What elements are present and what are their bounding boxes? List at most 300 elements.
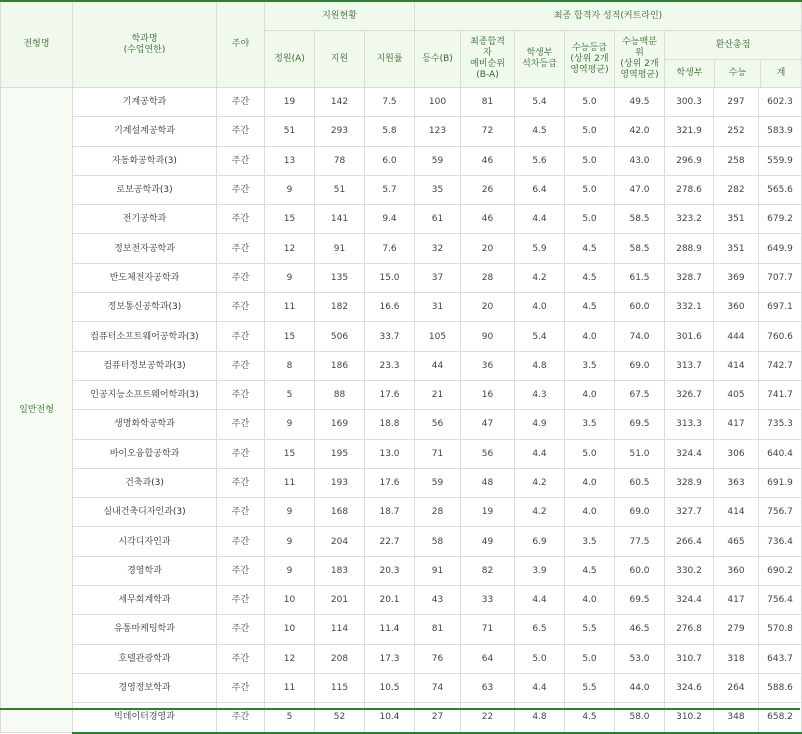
csat-grade-cell: 4.0 [565, 468, 615, 497]
table-row [1, 556, 802, 585]
csat-percentile-cell: 67.5 [615, 380, 665, 409]
ratio-cell: 20.1 [365, 586, 415, 615]
quota-cell: 9 [265, 263, 315, 292]
table-row [1, 586, 802, 615]
converted-total-cell: 707.7 [759, 263, 802, 292]
ratio-cell: 9.4 [365, 205, 415, 234]
quota-cell: 10 [265, 586, 315, 615]
waitlist-cell: 20 [461, 293, 515, 322]
converted-total-cell: 736.4 [759, 527, 802, 556]
csat-grade-cell: 4.5 [565, 703, 615, 733]
csat-percentile-cell: 60.0 [615, 556, 665, 585]
school-record-grade-cell: 4.4 [515, 673, 565, 702]
csat-grade-cell: 5.0 [565, 205, 615, 234]
quota-cell: 9 [265, 527, 315, 556]
waitlist-cell: 46 [461, 146, 515, 175]
school-record-grade-cell: 5.4 [515, 88, 565, 117]
converted-csat-cell: 318 [714, 644, 759, 673]
converted-csat-cell: 297 [714, 88, 759, 117]
applicants-cell: 195 [315, 439, 365, 468]
ratio-cell: 5.7 [365, 175, 415, 204]
converted-school-cell: 321.9 [665, 117, 714, 146]
applicants-cell: 208 [315, 644, 365, 673]
converted-school-cell: 310.7 [665, 644, 714, 673]
converted-total-cell: 588.6 [759, 673, 802, 702]
csat-percentile-cell: 74.0 [615, 322, 665, 351]
quota-cell: 15 [265, 205, 315, 234]
day-night-cell: 주간 [217, 673, 265, 702]
department-cell: 바이오융합공학과 [73, 439, 217, 468]
converted-csat-cell: 369 [714, 263, 759, 292]
csat-percentile-cell: 47.0 [615, 175, 665, 204]
school-record-grade-cell: 4.4 [515, 586, 565, 615]
day-night-cell: 주간 [217, 293, 265, 322]
header-applications-group: 지원현황 [265, 1, 415, 31]
quota-cell: 5 [265, 703, 315, 733]
converted-school-cell: 328.9 [665, 468, 714, 497]
rank-cell: 35 [415, 175, 461, 204]
department-cell: 경영학과 [73, 556, 217, 585]
table-bottom-border [0, 708, 800, 710]
department-cell: 컴퓨터소프트웨어공학과(3) [73, 322, 217, 351]
day-night-cell: 주간 [217, 556, 265, 585]
school-record-grade-cell: 5.0 [515, 644, 565, 673]
csat-grade-cell: 4.0 [565, 380, 615, 409]
applicants-cell: 135 [315, 263, 365, 292]
rank-cell: 81 [415, 615, 461, 644]
day-night-cell: 주간 [217, 410, 265, 439]
ratio-cell: 17.6 [365, 468, 415, 497]
header-converted-csat: 수능 [715, 60, 761, 87]
header-waitlist: 최종합격 자 예비순위 (B-A) [461, 31, 515, 88]
day-night-cell: 주간 [217, 322, 265, 351]
table-row [1, 410, 802, 439]
rank-cell: 123 [415, 117, 461, 146]
day-night-cell: 주간 [217, 468, 265, 497]
header-final-group: 최종 합격자 성적(커트라인) [415, 1, 802, 31]
waitlist-cell: 46 [461, 205, 515, 234]
waitlist-cell: 82 [461, 556, 515, 585]
table-row [1, 351, 802, 380]
applicants-cell: 142 [315, 88, 365, 117]
quota-cell: 9 [265, 410, 315, 439]
ratio-cell: 7.5 [365, 88, 415, 117]
school-record-grade-cell: 5.6 [515, 146, 565, 175]
table-row [1, 439, 802, 468]
table-row [1, 175, 802, 204]
converted-total-cell: 690.2 [759, 556, 802, 585]
applicants-cell: 115 [315, 673, 365, 702]
waitlist-cell: 49 [461, 527, 515, 556]
applicants-cell: 186 [315, 351, 365, 380]
quota-cell: 12 [265, 234, 315, 263]
csat-percentile-cell: 43.0 [615, 146, 665, 175]
csat-grade-cell: 3.5 [565, 351, 615, 380]
applicants-cell: 51 [315, 175, 365, 204]
table-row [1, 527, 802, 556]
day-night-cell: 주간 [217, 644, 265, 673]
converted-csat-cell: 258 [714, 146, 759, 175]
csat-grade-cell: 5.0 [565, 88, 615, 117]
day-night-cell: 주간 [217, 351, 265, 380]
rank-cell: 59 [415, 468, 461, 497]
applicants-cell: 78 [315, 146, 365, 175]
applicants-cell: 168 [315, 498, 365, 527]
csat-percentile-cell: 46.5 [615, 615, 665, 644]
department-cell: 전기공학과 [73, 205, 217, 234]
applicants-cell: 52 [315, 703, 365, 733]
day-night-cell: 주간 [217, 175, 265, 204]
csat-percentile-cell: 60.0 [615, 293, 665, 322]
csat-percentile-cell: 49.5 [615, 88, 665, 117]
csat-percentile-cell: 69.0 [615, 351, 665, 380]
converted-csat-cell: 414 [714, 351, 759, 380]
table-row [1, 380, 802, 409]
converted-school-cell: 328.7 [665, 263, 714, 292]
ratio-cell: 13.0 [365, 439, 415, 468]
department-cell: 정보전자공학과 [73, 234, 217, 263]
converted-total-cell: 742.7 [759, 351, 802, 380]
csat-grade-cell: 3.5 [565, 410, 615, 439]
rank-cell: 44 [415, 351, 461, 380]
converted-csat-cell: 414 [714, 498, 759, 527]
csat-percentile-cell: 77.5 [615, 527, 665, 556]
waitlist-cell: 20 [461, 234, 515, 263]
converted-csat-cell: 417 [714, 410, 759, 439]
department-cell: 시각디자인과 [73, 527, 217, 556]
school-record-grade-cell: 4.9 [515, 410, 565, 439]
table-row [1, 468, 802, 497]
rank-cell: 28 [415, 498, 461, 527]
ratio-cell: 16.6 [365, 293, 415, 322]
converted-school-cell: 266.4 [665, 527, 714, 556]
header-rank: 등수(B) [415, 31, 461, 88]
csat-grade-cell: 4.0 [565, 586, 615, 615]
table-row [1, 498, 802, 527]
converted-csat-cell: 444 [714, 322, 759, 351]
waitlist-cell: 26 [461, 175, 515, 204]
csat-grade-cell: 4.0 [565, 322, 615, 351]
table-row [1, 615, 802, 644]
converted-total-cell: 735.3 [759, 410, 802, 439]
waitlist-cell: 19 [461, 498, 515, 527]
csat-grade-cell: 3.5 [565, 527, 615, 556]
waitlist-cell: 47 [461, 410, 515, 439]
admission-type-cell: 일반전형 [1, 88, 73, 733]
department-cell: 경영정보학과 [73, 673, 217, 702]
department-cell: 로보공학과(3) [73, 175, 217, 204]
department-cell: 생명화학공학과 [73, 410, 217, 439]
header-converted-total: 계 [776, 68, 786, 78]
waitlist-cell: 48 [461, 468, 515, 497]
rank-cell: 59 [415, 146, 461, 175]
department-cell: 반도체전자공학과 [73, 263, 217, 292]
table-header [1, 1, 802, 88]
rank-cell: 32 [415, 234, 461, 263]
converted-school-cell: 324.4 [665, 586, 714, 615]
table-row [1, 322, 802, 351]
header-department: 학과명 (수업연한) [73, 1, 217, 88]
rank-cell: 56 [415, 410, 461, 439]
quota-cell: 19 [265, 88, 315, 117]
table-row [1, 88, 802, 117]
converted-total-cell: 559.9 [759, 146, 802, 175]
converted-school-cell: 313.7 [665, 351, 714, 380]
school-record-grade-cell: 6.5 [515, 615, 565, 644]
table-row [1, 263, 802, 292]
quota-cell: 15 [265, 322, 315, 351]
ratio-cell: 10.4 [365, 703, 415, 733]
converted-csat-cell: 405 [714, 380, 759, 409]
converted-csat-cell: 279 [714, 615, 759, 644]
department-cell: 실내건축디자인과(3) [73, 498, 217, 527]
day-night-cell: 주간 [217, 117, 265, 146]
csat-percentile-cell: 51.0 [615, 439, 665, 468]
converted-csat-cell: 351 [714, 234, 759, 263]
converted-csat-cell: 351 [714, 205, 759, 234]
applicants-cell: 114 [315, 615, 365, 644]
converted-total-cell: 649.9 [759, 234, 802, 263]
school-record-grade-cell: 4.5 [515, 117, 565, 146]
rank-cell: 100 [415, 88, 461, 117]
waitlist-cell: 72 [461, 117, 515, 146]
header-admission-type: 전형명 [1, 1, 73, 88]
school-record-grade-cell: 5.4 [515, 322, 565, 351]
school-record-grade-cell: 4.2 [515, 468, 565, 497]
csat-grade-cell: 4.5 [565, 263, 615, 292]
ratio-cell: 10.5 [365, 673, 415, 702]
department-cell: 기계설계공학과 [73, 117, 217, 146]
applicants-cell: 88 [315, 380, 365, 409]
school-record-grade-cell: 4.2 [515, 263, 565, 292]
converted-csat-cell: 363 [714, 468, 759, 497]
department-cell: 자동화공학과(3) [73, 146, 217, 175]
rank-cell: 31 [415, 293, 461, 322]
ratio-cell: 17.3 [365, 644, 415, 673]
applicants-cell: 91 [315, 234, 365, 263]
converted-total-cell: 756.7 [759, 498, 802, 527]
waitlist-cell: 56 [461, 439, 515, 468]
converted-school-cell: 323.2 [665, 205, 714, 234]
converted-csat-cell: 360 [714, 556, 759, 585]
applicants-cell: 183 [315, 556, 365, 585]
csat-grade-cell: 4.5 [565, 234, 615, 263]
rank-cell: 27 [415, 703, 461, 733]
table-row [1, 205, 802, 234]
quota-cell: 12 [265, 644, 315, 673]
header-day-night: 주야 [217, 1, 265, 88]
department-cell: 컴퓨터정보공학과(3) [73, 351, 217, 380]
converted-total-cell: 679.2 [759, 205, 802, 234]
quota-cell: 11 [265, 673, 315, 702]
converted-school-cell: 324.4 [665, 439, 714, 468]
converted-csat-cell: 417 [714, 586, 759, 615]
converted-school-cell: 330.2 [665, 556, 714, 585]
day-night-cell: 주간 [217, 380, 265, 409]
csat-grade-cell: 4.5 [565, 556, 615, 585]
rank-cell: 58 [415, 527, 461, 556]
day-night-cell: 주간 [217, 615, 265, 644]
csat-grade-cell: 4.5 [565, 293, 615, 322]
ratio-cell: 18.7 [365, 498, 415, 527]
converted-school-cell: 324.6 [665, 673, 714, 702]
converted-csat-cell: 360 [714, 293, 759, 322]
converted-total-cell: 760.6 [759, 322, 802, 351]
converted-csat-cell: 264 [714, 673, 759, 702]
department-cell: 정보통신공학과(3) [73, 293, 217, 322]
header-converted-group-cell [665, 31, 802, 88]
quota-cell: 5 [265, 380, 315, 409]
quota-cell: 11 [265, 293, 315, 322]
csat-grade-cell: 5.0 [565, 117, 615, 146]
converted-school-cell: 310.2 [665, 703, 714, 733]
csat-grade-cell: 5.5 [565, 615, 615, 644]
header-converted-group: 환산총점 [665, 31, 801, 60]
waitlist-cell: 71 [461, 615, 515, 644]
day-night-cell: 주간 [217, 88, 265, 117]
waitlist-cell: 64 [461, 644, 515, 673]
day-night-cell: 주간 [217, 205, 265, 234]
converted-total-cell: 640.4 [759, 439, 802, 468]
waitlist-cell: 22 [461, 703, 515, 733]
quota-cell: 8 [265, 351, 315, 380]
applicants-cell: 293 [315, 117, 365, 146]
csat-percentile-cell: 58.5 [615, 234, 665, 263]
csat-percentile-cell: 58.0 [615, 703, 665, 733]
table-body [1, 88, 802, 733]
department-cell: 기계공학과 [73, 88, 217, 117]
day-night-cell: 주간 [217, 527, 265, 556]
csat-percentile-cell: 69.0 [615, 498, 665, 527]
quota-cell: 9 [265, 175, 315, 204]
applicants-cell: 169 [315, 410, 365, 439]
day-night-cell: 주간 [217, 439, 265, 468]
applicants-cell: 182 [315, 293, 365, 322]
school-record-grade-cell: 6.9 [515, 527, 565, 556]
day-night-cell: 주간 [217, 498, 265, 527]
converted-csat-cell: 348 [714, 703, 759, 733]
ratio-cell: 18.8 [365, 410, 415, 439]
school-record-grade-cell: 4.4 [515, 205, 565, 234]
converted-total-cell: 570.8 [759, 615, 802, 644]
csat-grade-cell: 5.0 [565, 175, 615, 204]
csat-percentile-cell: 69.5 [615, 410, 665, 439]
csat-percentile-cell: 61.5 [615, 263, 665, 292]
converted-csat-cell: 306 [714, 439, 759, 468]
header-ratio: 지원률 [365, 31, 415, 88]
waitlist-cell: 28 [461, 263, 515, 292]
csat-grade-cell: 5.0 [565, 146, 615, 175]
header-converted-subrow [665, 60, 801, 87]
day-night-cell: 주간 [217, 146, 265, 175]
rank-cell: 37 [415, 263, 461, 292]
header-csat-grade: 수능등급 (상위 2개 영역평균) [565, 31, 615, 88]
quota-cell: 15 [265, 439, 315, 468]
quota-cell: 51 [265, 117, 315, 146]
school-record-grade-cell: 4.4 [515, 439, 565, 468]
converted-school-cell: 327.7 [665, 498, 714, 527]
applicants-cell: 193 [315, 468, 365, 497]
department-cell: 유통마케팅학과 [73, 615, 217, 644]
waitlist-cell: 33 [461, 586, 515, 615]
ratio-cell: 11.4 [365, 615, 415, 644]
header-quota: 정원(A) [265, 31, 315, 88]
day-night-cell: 주간 [217, 703, 265, 733]
converted-total-cell: 697.1 [759, 293, 802, 322]
table-row [1, 234, 802, 263]
converted-school-cell: 332.1 [665, 293, 714, 322]
header-school-record-grade: 학생부 석차등급 [515, 31, 565, 88]
quota-cell: 9 [265, 556, 315, 585]
ratio-cell: 23.3 [365, 351, 415, 380]
rank-cell: 76 [415, 644, 461, 673]
ratio-cell: 20.3 [365, 556, 415, 585]
table-row [1, 644, 802, 673]
ratio-cell: 15.0 [365, 263, 415, 292]
department-cell: 건축과(3) [73, 468, 217, 497]
csat-percentile-cell: 44.0 [615, 673, 665, 702]
waitlist-cell: 90 [461, 322, 515, 351]
converted-school-cell: 301.6 [665, 322, 714, 351]
school-record-grade-cell: 4.0 [515, 293, 565, 322]
rank-cell: 105 [415, 322, 461, 351]
converted-total-cell: 756.4 [759, 586, 802, 615]
school-record-grade-cell: 3.9 [515, 556, 565, 585]
school-record-grade-cell: 4.2 [515, 498, 565, 527]
ratio-cell: 22.7 [365, 527, 415, 556]
rank-cell: 91 [415, 556, 461, 585]
ratio-cell: 33.7 [365, 322, 415, 351]
header-csat-percentile: 수능백분 위 (상위 2개 영역평균) [615, 31, 665, 88]
converted-total-cell: 565.6 [759, 175, 802, 204]
waitlist-cell: 63 [461, 673, 515, 702]
day-night-cell: 주간 [217, 586, 265, 615]
applicants-cell: 141 [315, 205, 365, 234]
csat-percentile-cell: 42.0 [615, 117, 665, 146]
converted-school-cell: 278.6 [665, 175, 714, 204]
table-row [1, 117, 802, 146]
converted-school-cell: 300.3 [665, 88, 714, 117]
converted-total-cell: 643.7 [759, 644, 802, 673]
quota-cell: 10 [265, 615, 315, 644]
department-cell: 호텔관광학과 [73, 644, 217, 673]
rank-cell: 21 [415, 380, 461, 409]
header-converted-school: 학생부 [665, 60, 715, 87]
rank-cell: 61 [415, 205, 461, 234]
school-record-grade-cell: 4.8 [515, 703, 565, 733]
csat-percentile-cell: 58.5 [615, 205, 665, 234]
converted-total-cell: 658.2 [759, 703, 802, 733]
waitlist-cell: 16 [461, 380, 515, 409]
converted-csat-cell: 252 [714, 117, 759, 146]
quota-cell: 9 [265, 498, 315, 527]
table-row [1, 146, 802, 175]
converted-school-cell: 326.7 [665, 380, 714, 409]
department-cell: 세무회계학과 [73, 586, 217, 615]
table-row [1, 673, 802, 702]
school-record-grade-cell: 4.8 [515, 351, 565, 380]
converted-csat-cell: 282 [714, 175, 759, 204]
quota-cell: 13 [265, 146, 315, 175]
rank-cell: 43 [415, 586, 461, 615]
rank-cell: 74 [415, 673, 461, 702]
applicants-cell: 204 [315, 527, 365, 556]
csat-percentile-cell: 69.5 [615, 586, 665, 615]
quota-cell: 11 [265, 468, 315, 497]
header-applicants: 지원 [315, 31, 365, 88]
ratio-cell: 17.6 [365, 380, 415, 409]
csat-grade-cell: 5.0 [565, 439, 615, 468]
